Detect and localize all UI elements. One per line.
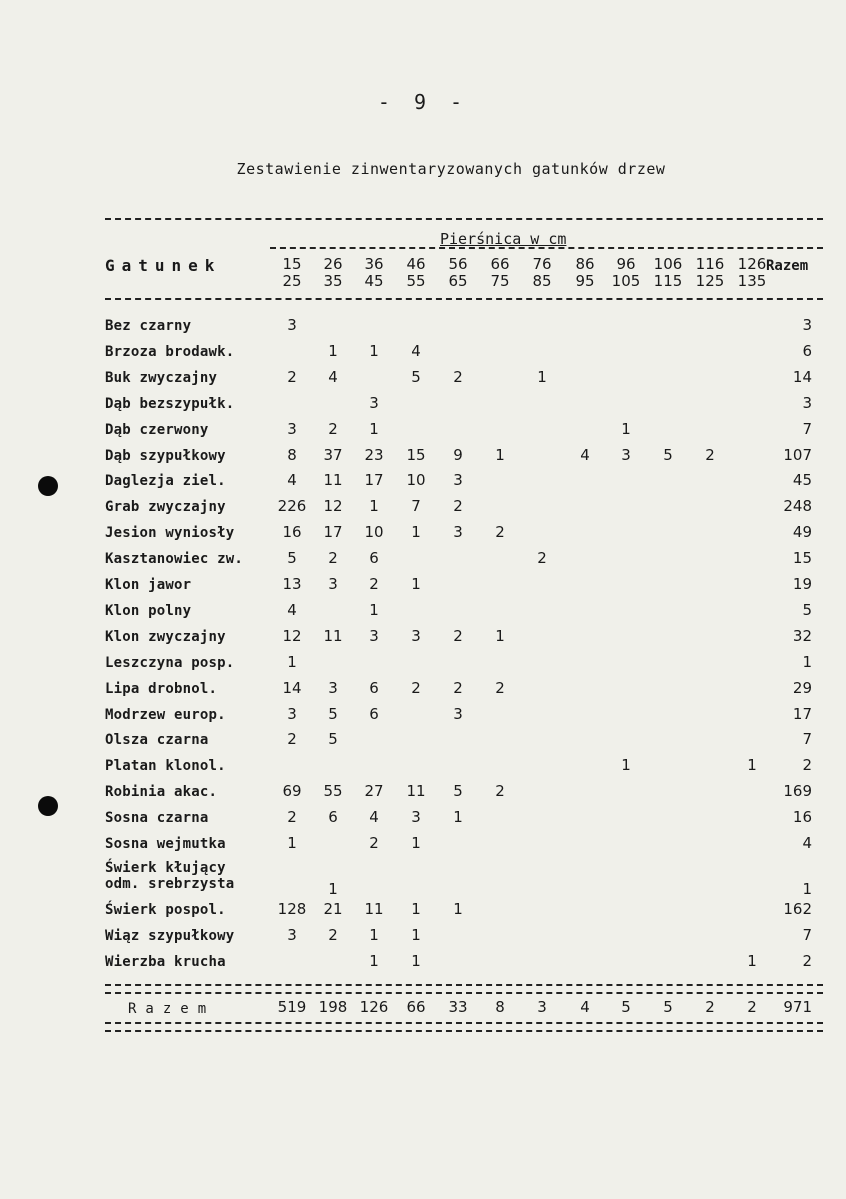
- header-total: Razem: [766, 258, 809, 274]
- diameter-class-header: [394, 256, 438, 290]
- summary-cell: 4: [580, 998, 590, 1016]
- row-total: 32: [792, 626, 812, 645]
- row-total: 1: [802, 879, 812, 898]
- document-title: Zestawienie zinwentaryzowanych gatunków drzew: [236, 160, 666, 178]
- table-cell: 3: [411, 626, 421, 645]
- species-name-line: Lipa drobnol.: [105, 680, 218, 697]
- table-cell: 4: [287, 471, 297, 490]
- table-cell: 21: [323, 900, 343, 919]
- table-cell: 2: [495, 678, 505, 697]
- species-name-line: Leszczyna posp.: [105, 654, 235, 671]
- table-row: [0, 549, 846, 573]
- class-from: 26: [323, 255, 343, 273]
- table-cell: 37: [323, 445, 343, 464]
- table-cell: 3: [453, 523, 463, 542]
- table-cell: 2: [453, 678, 463, 697]
- table-cell: 1: [287, 652, 297, 671]
- species-name-line: Dąb czerwony: [105, 421, 209, 438]
- table-cell: 16: [282, 523, 302, 542]
- summary-cell: 5: [621, 998, 631, 1016]
- table-row: [0, 900, 846, 924]
- diameter-class-header: [436, 256, 480, 290]
- summary-cell: 126: [359, 998, 389, 1016]
- row-total: 2: [802, 756, 812, 775]
- class-from: 46: [406, 255, 426, 273]
- table-row: [0, 471, 846, 495]
- summary-top-rule: [105, 984, 823, 994]
- diameter-class-header: [563, 256, 607, 290]
- row-total: 162: [783, 900, 812, 919]
- row-total: 1: [802, 652, 812, 671]
- row-total: 29: [792, 678, 812, 697]
- summary-cell: 8: [495, 998, 505, 1016]
- species-name: [105, 318, 191, 334]
- header-bottom-rule: [105, 298, 823, 300]
- class-from: 15: [282, 255, 302, 273]
- table-cell: 13: [282, 575, 302, 593]
- table-cell: 4: [287, 600, 297, 619]
- table-cell: 2: [411, 678, 421, 697]
- species-name-line: Wierzba krucha: [105, 953, 226, 970]
- row-total: 16: [792, 808, 812, 827]
- table-cell: 128: [277, 900, 307, 919]
- table-cell: 2: [287, 730, 297, 749]
- class-to: 115: [653, 272, 683, 290]
- page-number: - 9 -: [377, 90, 469, 114]
- table-cell: 1: [747, 951, 757, 970]
- table-row: [0, 859, 846, 898]
- row-total: 5: [802, 600, 812, 619]
- species-name-line: Dąb bezszypułk.: [105, 395, 235, 412]
- table-cell: 6: [328, 808, 338, 827]
- table-cell: 3: [369, 626, 379, 645]
- table-row: [0, 523, 846, 547]
- class-from: 66: [490, 255, 510, 273]
- table-cell: 5: [287, 549, 297, 568]
- table-cell: 3: [328, 575, 338, 593]
- species-name-line: Robinia akac.: [105, 784, 218, 801]
- table-cell: 14: [282, 678, 302, 697]
- diameter-class-header: [311, 256, 355, 290]
- table-cell: 3: [621, 445, 631, 464]
- row-total: 3: [802, 316, 812, 334]
- table-cell: 2: [328, 925, 338, 944]
- table-top-rule: [105, 218, 823, 220]
- diameter-class-header: [604, 256, 648, 290]
- table-cell: 1: [537, 367, 547, 386]
- row-total: 4: [802, 834, 812, 852]
- diameter-classes: [0, 256, 846, 296]
- class-from: 116: [695, 255, 725, 273]
- species-name: [105, 448, 226, 464]
- class-to: 105: [611, 272, 641, 290]
- table-cell: 4: [580, 445, 590, 464]
- table-cell: 1: [411, 575, 421, 593]
- table-cell: 226: [277, 497, 307, 516]
- table-cell: 5: [453, 782, 463, 801]
- row-total: 45: [792, 471, 812, 490]
- table-row: [0, 808, 846, 832]
- header-species: Gatunek: [105, 256, 222, 275]
- table-cell: 3: [328, 678, 338, 697]
- summary-label: Razem: [128, 1001, 216, 1017]
- species-name: [105, 577, 191, 593]
- species-name: [105, 928, 234, 944]
- species-name: [105, 473, 226, 489]
- row-total: 169: [783, 782, 812, 801]
- table-cell: 2: [287, 808, 297, 827]
- species-name-line: Daglezja ziel.: [105, 473, 226, 490]
- table-row: [0, 782, 846, 806]
- class-to: 85: [532, 272, 552, 290]
- species-name: [105, 655, 234, 671]
- species-name-line: Grab zwyczajny: [105, 499, 226, 516]
- table-cell: 3: [369, 393, 379, 412]
- species-name-line: Sosna czarna: [105, 810, 209, 827]
- table-cell: 1: [453, 808, 463, 827]
- table-cell: 7: [411, 497, 421, 516]
- species-name-line: odm. srebrzysta: [105, 875, 235, 892]
- table-cell: 27: [364, 782, 384, 801]
- table-cell: 8: [287, 445, 297, 464]
- row-total: 17: [792, 704, 812, 723]
- table-cell: 69: [282, 782, 302, 801]
- summary-bottom-rule: [105, 1022, 823, 1032]
- table-cell: 9: [453, 445, 463, 464]
- table-cell: 2: [453, 497, 463, 516]
- species-name: [105, 902, 226, 918]
- table-cell: 2: [369, 575, 379, 593]
- diameter-class-header: [352, 256, 396, 290]
- species-name: [105, 422, 209, 438]
- table-cell: 2: [453, 626, 463, 645]
- table-cell: 10: [406, 471, 426, 490]
- species-name-line: Klon zwyczajny: [105, 628, 226, 645]
- species-name-line: Kasztanowiec zw.: [105, 551, 244, 568]
- class-from: 106: [653, 255, 683, 273]
- table-cell: 1: [411, 951, 421, 970]
- table-cell: 1: [495, 445, 505, 464]
- species-name: [105, 707, 226, 723]
- row-total: 3: [802, 393, 812, 412]
- table-cell: 1: [411, 925, 421, 944]
- summary-cell: 2: [747, 998, 757, 1016]
- species-name-line: Klon polny: [105, 602, 192, 619]
- species-name: [105, 370, 217, 386]
- class-from: 76: [532, 255, 552, 273]
- table-cell: 6: [369, 549, 379, 568]
- table-row: [0, 952, 846, 976]
- table-row: [0, 653, 846, 677]
- table-cell: 1: [411, 834, 421, 852]
- table-cell: 3: [287, 925, 297, 944]
- table-row: [0, 368, 846, 392]
- summary-cell: 5: [663, 998, 673, 1016]
- table-row: [0, 394, 846, 418]
- table-row: [0, 316, 846, 340]
- header-diameter-rule: [270, 247, 823, 249]
- species-name: [105, 525, 234, 541]
- table-cell: 11: [323, 471, 343, 490]
- species-name: [105, 860, 234, 892]
- species-name: [105, 344, 234, 360]
- row-total: 7: [802, 419, 812, 438]
- table-row: [0, 575, 846, 599]
- table-cell: 3: [287, 704, 297, 723]
- table-cell: 6: [369, 678, 379, 697]
- species-name-line: Bez czarny: [105, 318, 192, 334]
- table-cell: 1: [495, 626, 505, 645]
- table-cell: 2: [453, 367, 463, 386]
- species-name-line: Olsza czarna: [105, 732, 209, 749]
- summary-cell: 198: [318, 998, 348, 1016]
- table-cell: 23: [364, 445, 384, 464]
- table-row: [0, 730, 846, 754]
- table-cell: 2: [537, 549, 547, 568]
- table-cell: 4: [369, 808, 379, 827]
- table-cell: 2: [705, 445, 715, 464]
- table-cell: 10: [364, 523, 384, 542]
- table-cell: 15: [406, 445, 426, 464]
- summary-cell: 3: [537, 998, 547, 1016]
- table-cell: 1: [621, 419, 631, 438]
- table-cell: 1: [328, 341, 338, 360]
- table-row: [0, 834, 846, 858]
- row-total: 7: [802, 730, 812, 749]
- table-cell: 1: [287, 834, 297, 852]
- header-diameter: Pierśnica w cm: [440, 230, 567, 248]
- species-name: [105, 758, 226, 774]
- species-name: [105, 603, 191, 619]
- row-total: 15: [792, 549, 812, 568]
- row-total: 14: [792, 367, 812, 386]
- table-cell: 1: [369, 600, 379, 619]
- species-name: [105, 551, 243, 567]
- table-cell: 1: [369, 951, 379, 970]
- table-row: [0, 679, 846, 703]
- table-cell: 3: [453, 704, 463, 723]
- row-total: 107: [783, 445, 812, 464]
- species-name-line: Świerk pospol.: [105, 902, 226, 919]
- class-to: 75: [490, 272, 510, 290]
- table-cell: 3: [453, 471, 463, 490]
- table-cell: 3: [411, 808, 421, 827]
- table-cell: 1: [411, 523, 421, 542]
- row-total: 248: [783, 497, 812, 516]
- diameter-class-header: [270, 256, 314, 290]
- table-cell: 5: [411, 367, 421, 386]
- table-cell: 3: [287, 419, 297, 438]
- summary-cell: 66: [406, 998, 426, 1016]
- table-row: [0, 342, 846, 366]
- class-to: 95: [575, 272, 595, 290]
- class-from: 36: [364, 255, 384, 273]
- table-row: [0, 627, 846, 651]
- species-name-line: Wiąz szypułkowy: [105, 927, 235, 944]
- class-from: 86: [575, 255, 595, 273]
- table-cell: 5: [328, 730, 338, 749]
- punch-hole: [38, 796, 58, 816]
- table-row: [0, 601, 846, 625]
- species-name-line: Modrzew europ.: [105, 706, 226, 723]
- species-name: [105, 396, 234, 412]
- class-to: 135: [737, 272, 767, 290]
- row-total: 6: [802, 341, 812, 360]
- table-cell: 17: [323, 523, 343, 542]
- table-cell: 55: [323, 782, 343, 801]
- class-from: 126: [737, 255, 767, 273]
- summary-cell: 519: [277, 998, 307, 1016]
- table-cell: 11: [323, 626, 343, 645]
- species-name: [105, 732, 209, 748]
- table-cell: 6: [369, 704, 379, 723]
- table-cell: 1: [453, 900, 463, 919]
- table-cell: 12: [282, 626, 302, 645]
- summary-cell: 2: [705, 998, 715, 1016]
- table-row: [0, 926, 846, 950]
- class-to: 45: [364, 272, 384, 290]
- table-cell: 3: [287, 316, 297, 334]
- class-to: 25: [282, 272, 302, 290]
- table-cell: 1: [621, 756, 631, 775]
- table-cell: 17: [364, 471, 384, 490]
- table-cell: 1: [369, 497, 379, 516]
- row-total: 2: [802, 951, 812, 970]
- table-cell: 1: [369, 925, 379, 944]
- table-cell: 2: [369, 834, 379, 852]
- table-row: [0, 497, 846, 521]
- species-name: [105, 629, 226, 645]
- species-name-line: Sosna wejmutka: [105, 836, 226, 852]
- species-name-line: Świerk kłujący: [105, 859, 226, 876]
- summary-row: [0, 998, 846, 1022]
- species-name: [105, 681, 217, 697]
- diameter-class-header: [478, 256, 522, 290]
- diameter-class-header: [646, 256, 690, 290]
- summary-cell: 33: [448, 998, 468, 1016]
- table-cell: 1: [369, 341, 379, 360]
- table-cell: 1: [747, 756, 757, 775]
- grand-total: 971: [783, 998, 812, 1016]
- table-row: [0, 756, 846, 780]
- table-cell: 1: [369, 419, 379, 438]
- class-to: 125: [695, 272, 725, 290]
- table-row: [0, 705, 846, 729]
- table-row: [0, 446, 846, 470]
- punch-hole: [38, 476, 58, 496]
- species-name: [105, 499, 226, 515]
- table-cell: 11: [406, 782, 426, 801]
- table-cell: 2: [328, 419, 338, 438]
- class-to: 55: [406, 272, 426, 290]
- table-cell: 4: [328, 367, 338, 386]
- row-total: 7: [802, 925, 812, 944]
- species-name-line: Jesion wyniosły: [105, 525, 235, 542]
- table-cell: 2: [495, 782, 505, 801]
- table-cell: 1: [328, 879, 338, 898]
- table-cell: 2: [495, 523, 505, 542]
- species-name-line: Platan klonol.: [105, 758, 226, 775]
- table-cell: 2: [287, 367, 297, 386]
- class-to: 65: [448, 272, 468, 290]
- species-name-line: Klon jawor: [105, 577, 192, 593]
- diameter-class-header: [688, 256, 732, 290]
- row-total: 49: [792, 523, 812, 542]
- row-total: 19: [792, 575, 812, 593]
- class-from: 56: [448, 255, 468, 273]
- species-name-line: Buk zwyczajny: [105, 369, 218, 386]
- class-from: 96: [616, 255, 636, 273]
- species-name: [105, 784, 217, 800]
- table-cell: 2: [328, 549, 338, 568]
- species-name: [105, 836, 226, 852]
- table-cell: 1: [411, 900, 421, 919]
- species-name-line: Dąb szypułkowy: [105, 447, 226, 464]
- species-name-line: Brzoza brodawk.: [105, 343, 235, 360]
- table-cell: 5: [328, 704, 338, 723]
- class-to: 35: [323, 272, 343, 290]
- table-cell: 11: [364, 900, 384, 919]
- table-cell: 12: [323, 497, 343, 516]
- species-name: [105, 810, 209, 826]
- table-cell: 4: [411, 341, 421, 360]
- table-row: [0, 420, 846, 444]
- species-name: [105, 954, 226, 970]
- table-cell: 5: [663, 445, 673, 464]
- diameter-class-header: [520, 256, 564, 290]
